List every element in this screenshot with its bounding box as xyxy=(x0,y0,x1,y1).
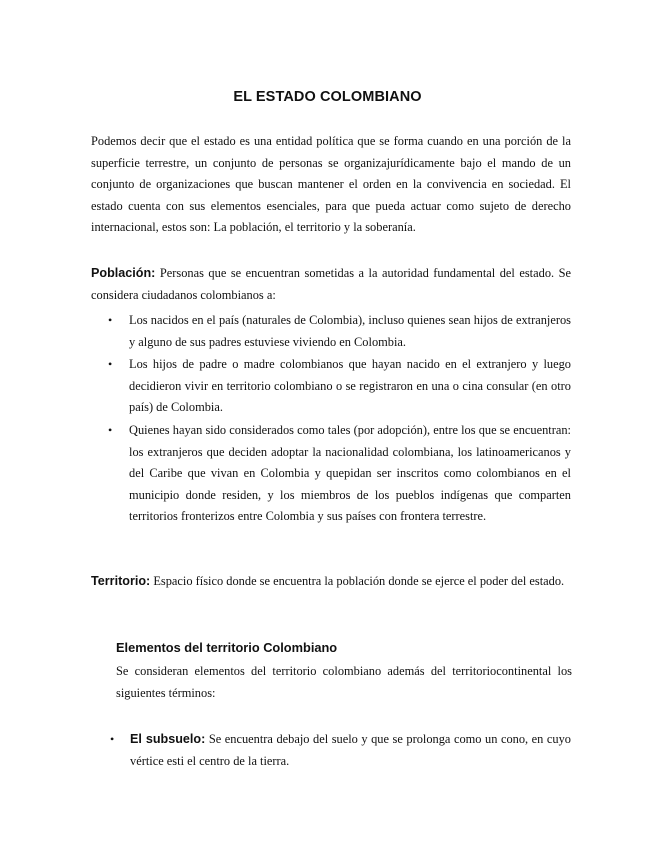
elementos-paragraph: Se consideran elementos del territorio colombiano además del territoriocontinental los siguientes términos: xyxy=(116,664,572,700)
list-item-text: Los hijos de padre o madre colombianos que hayan nacido en el extranjero y luego decidieron vivir en territorio colombiano o se registraron en una o cina consular (en otro país) de Colombia. xyxy=(129,357,571,415)
subsuelo-label: El subsuelo: xyxy=(130,732,206,746)
territorio-text: Espacio físico donde se encuentra la población donde se ejerce el poder del estado. xyxy=(150,574,565,588)
list-item xyxy=(91,420,571,528)
intro-paragraph: Podemos decir que el estado es una entidad política que se forma cuando en una porción de la superficie terrestre, un conjunto de personas se organizajurídicamente bajo el mando de un conjunto de organizaciones que buscan mantener el orden en la convivencia en sociedad. El estado cuenta con sus elementos esenciales, para que pueda actuar como sujeto de derecho internacional, estos son: La población, el territorio y la soberanía. xyxy=(91,134,571,235)
document-title: EL ESTADO COLOMBIANO xyxy=(233,89,422,105)
bullet-icon: • xyxy=(110,732,115,746)
bullet-icon: • xyxy=(108,357,113,372)
list-item-text: Los nacidos en el país (naturales de Colombia), incluso quienes sean hijos de extranjeros y alguno de sus padres estuviese viviendo en Colombia. xyxy=(129,313,571,349)
bullet-icon: • xyxy=(108,422,113,437)
territorio-label: Territorio: xyxy=(91,574,151,588)
list-item xyxy=(91,310,571,353)
list-item-text: Quienes hayan sido considerados como tales (por adopción), entre los que se encuentran: los extranjeros que deciden adoptar la nacionalidad colombiana, los latinoamericanos y del Caribe que vivan en Colombia y quepidan ser inscritos como colombianos en el municipio donde residen, y los miembros de los pueblos indígenas que comparten territorios fronterizos entre Colombia y sus países con frontera terrestre. xyxy=(129,422,571,524)
poblacion-paragraph xyxy=(91,263,571,306)
ciudadanos-list xyxy=(91,310,571,528)
elementos-heading: Elementos del territorio Colombiano xyxy=(116,640,338,655)
bullet-icon: • xyxy=(108,313,113,327)
poblacion-label: Población: xyxy=(91,266,156,280)
subsuelo-text: Se encuentra debajo del suelo y que se prolonga como un cono, en cuyo vértice esti el centro de la tierra. xyxy=(130,732,571,768)
poblacion-text: Personas que se encuentran sometidas a la autoridad fundamental del estado. Se considera ciudadanos colombianos a: xyxy=(91,266,571,302)
list-item xyxy=(91,354,571,419)
subsuelo-item xyxy=(104,729,571,772)
territorio-paragraph xyxy=(91,571,571,593)
